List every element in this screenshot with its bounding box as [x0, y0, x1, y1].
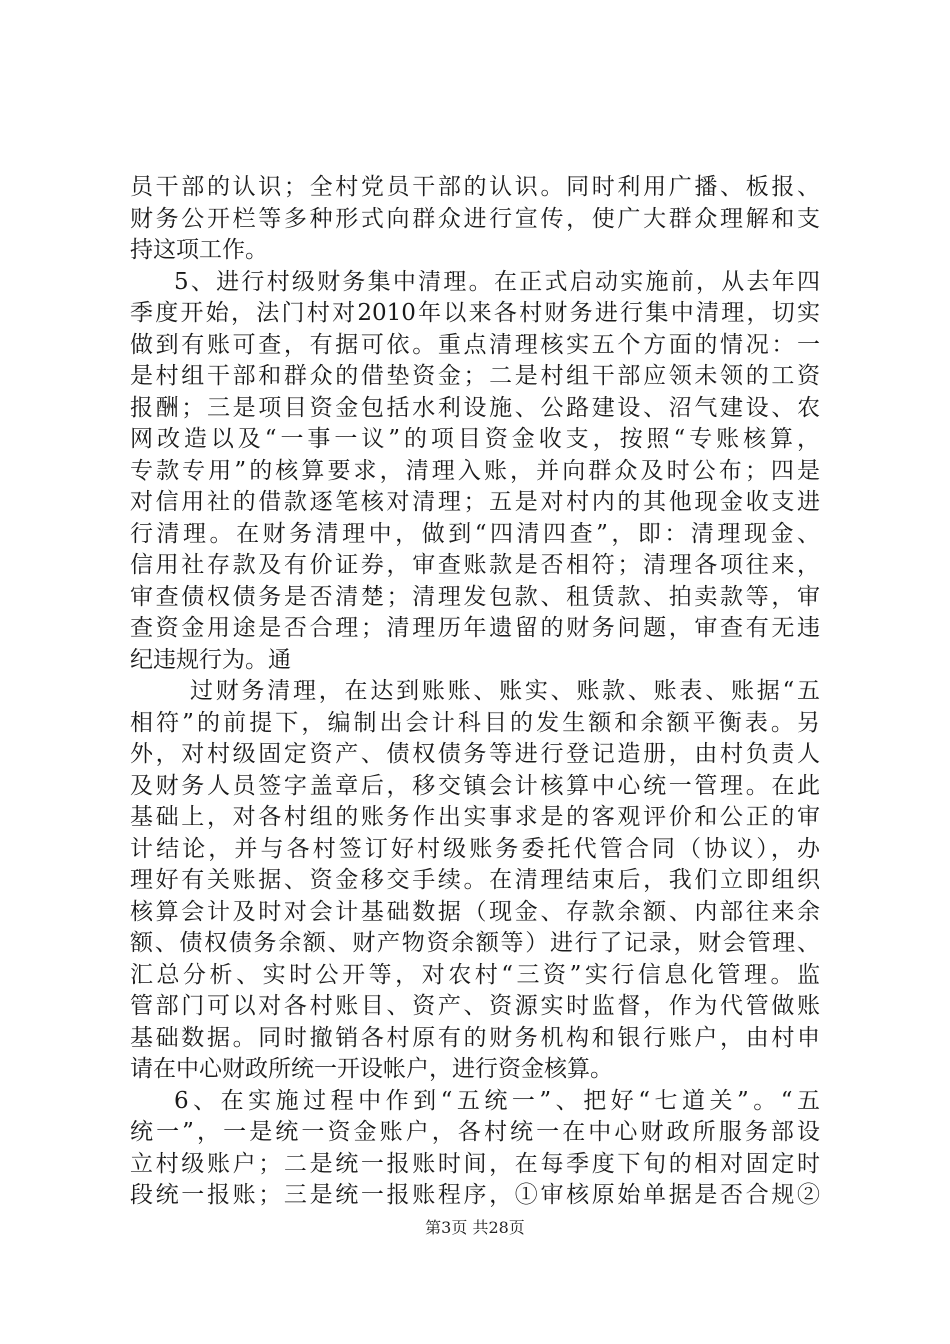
text-line: 外，对村级固定资产、债权债务等进行登记造册，由村负责人	[130, 741, 820, 767]
text-line: 计结论，并与各村签订好村级账务委托代管合同（协议），办	[130, 835, 820, 862]
text-line: 统一”，一是统一资金账户，各村统一在中心财政所服务部设	[130, 1119, 820, 1145]
text-line: 基础上，对各村组的账务作出实事求是的客观评价和公正的审	[130, 804, 820, 830]
text-line: 季度开始，法门村对2010年以来各村财务进行集中清理，切实	[130, 300, 820, 326]
text-line: 查资金用途是否合理；清理历年遗留的财务问题，审查有无违	[130, 615, 820, 641]
text-line: 报酬；三是项目资金包括水利设施、公路建设、沼气建设、农	[130, 394, 820, 421]
text-line: 及财务人员签字盖章后，移交镇会计核算中心统一管理。在此	[130, 772, 820, 799]
text-line: 管部门可以对各村账目、资产、资源实时监督，作为代管做账	[130, 993, 820, 1019]
page-number-footer: 第3页 共28页	[425, 1218, 525, 1237]
text-line: 过财务清理，在达到账账、账实、账款、账表、账据“五	[190, 678, 820, 704]
text-line: 相符”的前提下，编制出会计科目的发生额和余额平衡表。另	[130, 709, 820, 736]
text-line: 做到有账可查，有据可依。重点清理核实五个方面的情况：一	[130, 331, 820, 358]
document-body	[130, 172, 820, 1212]
text-line: 请在中心财政所统一开设帐户，进行资金核算。	[130, 1056, 613, 1082]
text-line: 对信用社的借款逐笔核对清理；五是对村内的其他现金收支进	[130, 489, 820, 515]
text-line: 持这项工作。	[130, 237, 268, 263]
text-line: 6、在实施过程中作到“五统一”、把好“七道关”。“五	[174, 1087, 820, 1114]
text-line: 专款专用”的核算要求，清理入账，并向群众及时公布；四是	[130, 457, 820, 484]
text-line: 财务公开栏等多种形式向群众进行宣传，使广大群众理解和支	[130, 205, 820, 232]
text-line: 汇总分析、实时公开等，对农村“三资”实行信息化管理。监	[130, 961, 820, 988]
text-line: 信用社存款及有价证券，审查账款是否相符；清理各项往来，	[130, 552, 820, 578]
text-line: 审查债权债务是否清楚；清理发包款、租赁款、拍卖款等，审	[130, 583, 820, 610]
text-line: 纪违规行为。通	[130, 646, 291, 673]
text-line: 网改造以及“一事一议”的项目资金收支，按照“专账核算，	[130, 426, 820, 452]
text-line: 核算会计及时对会计基础数据（现金、存款余额、内部往来余	[130, 898, 820, 925]
text-line: 行清理。在财务清理中，做到“四清四查”，即：清理现金、	[130, 520, 820, 547]
text-line: 额、债权债务余额、财产物资余额等）进行了记录，财会管理、	[130, 930, 820, 956]
text-line: 立村级账户；二是统一报账时间，在每季度下旬的相对固定时	[130, 1150, 820, 1177]
text-line: 是村组干部和群众的借垫资金；二是村组干部应领未领的工资	[130, 363, 820, 389]
text-line: 段统一报账；三是统一报账程序，①审核原始单据是否合规②	[130, 1182, 820, 1208]
text-line: 基础数据。同时撤销各村原有的财务机构和银行账户，由村申	[130, 1024, 820, 1051]
text-line: 员干部的认识；全村党员干部的认识。同时利用广播、板报、	[130, 174, 820, 200]
text-line: 理好有关账据、资金移交手续。在清理结束后，我们立即组织	[130, 867, 820, 893]
text-line: 5、进行村级财务集中清理。在正式启动实施前，从去年四	[174, 268, 820, 295]
